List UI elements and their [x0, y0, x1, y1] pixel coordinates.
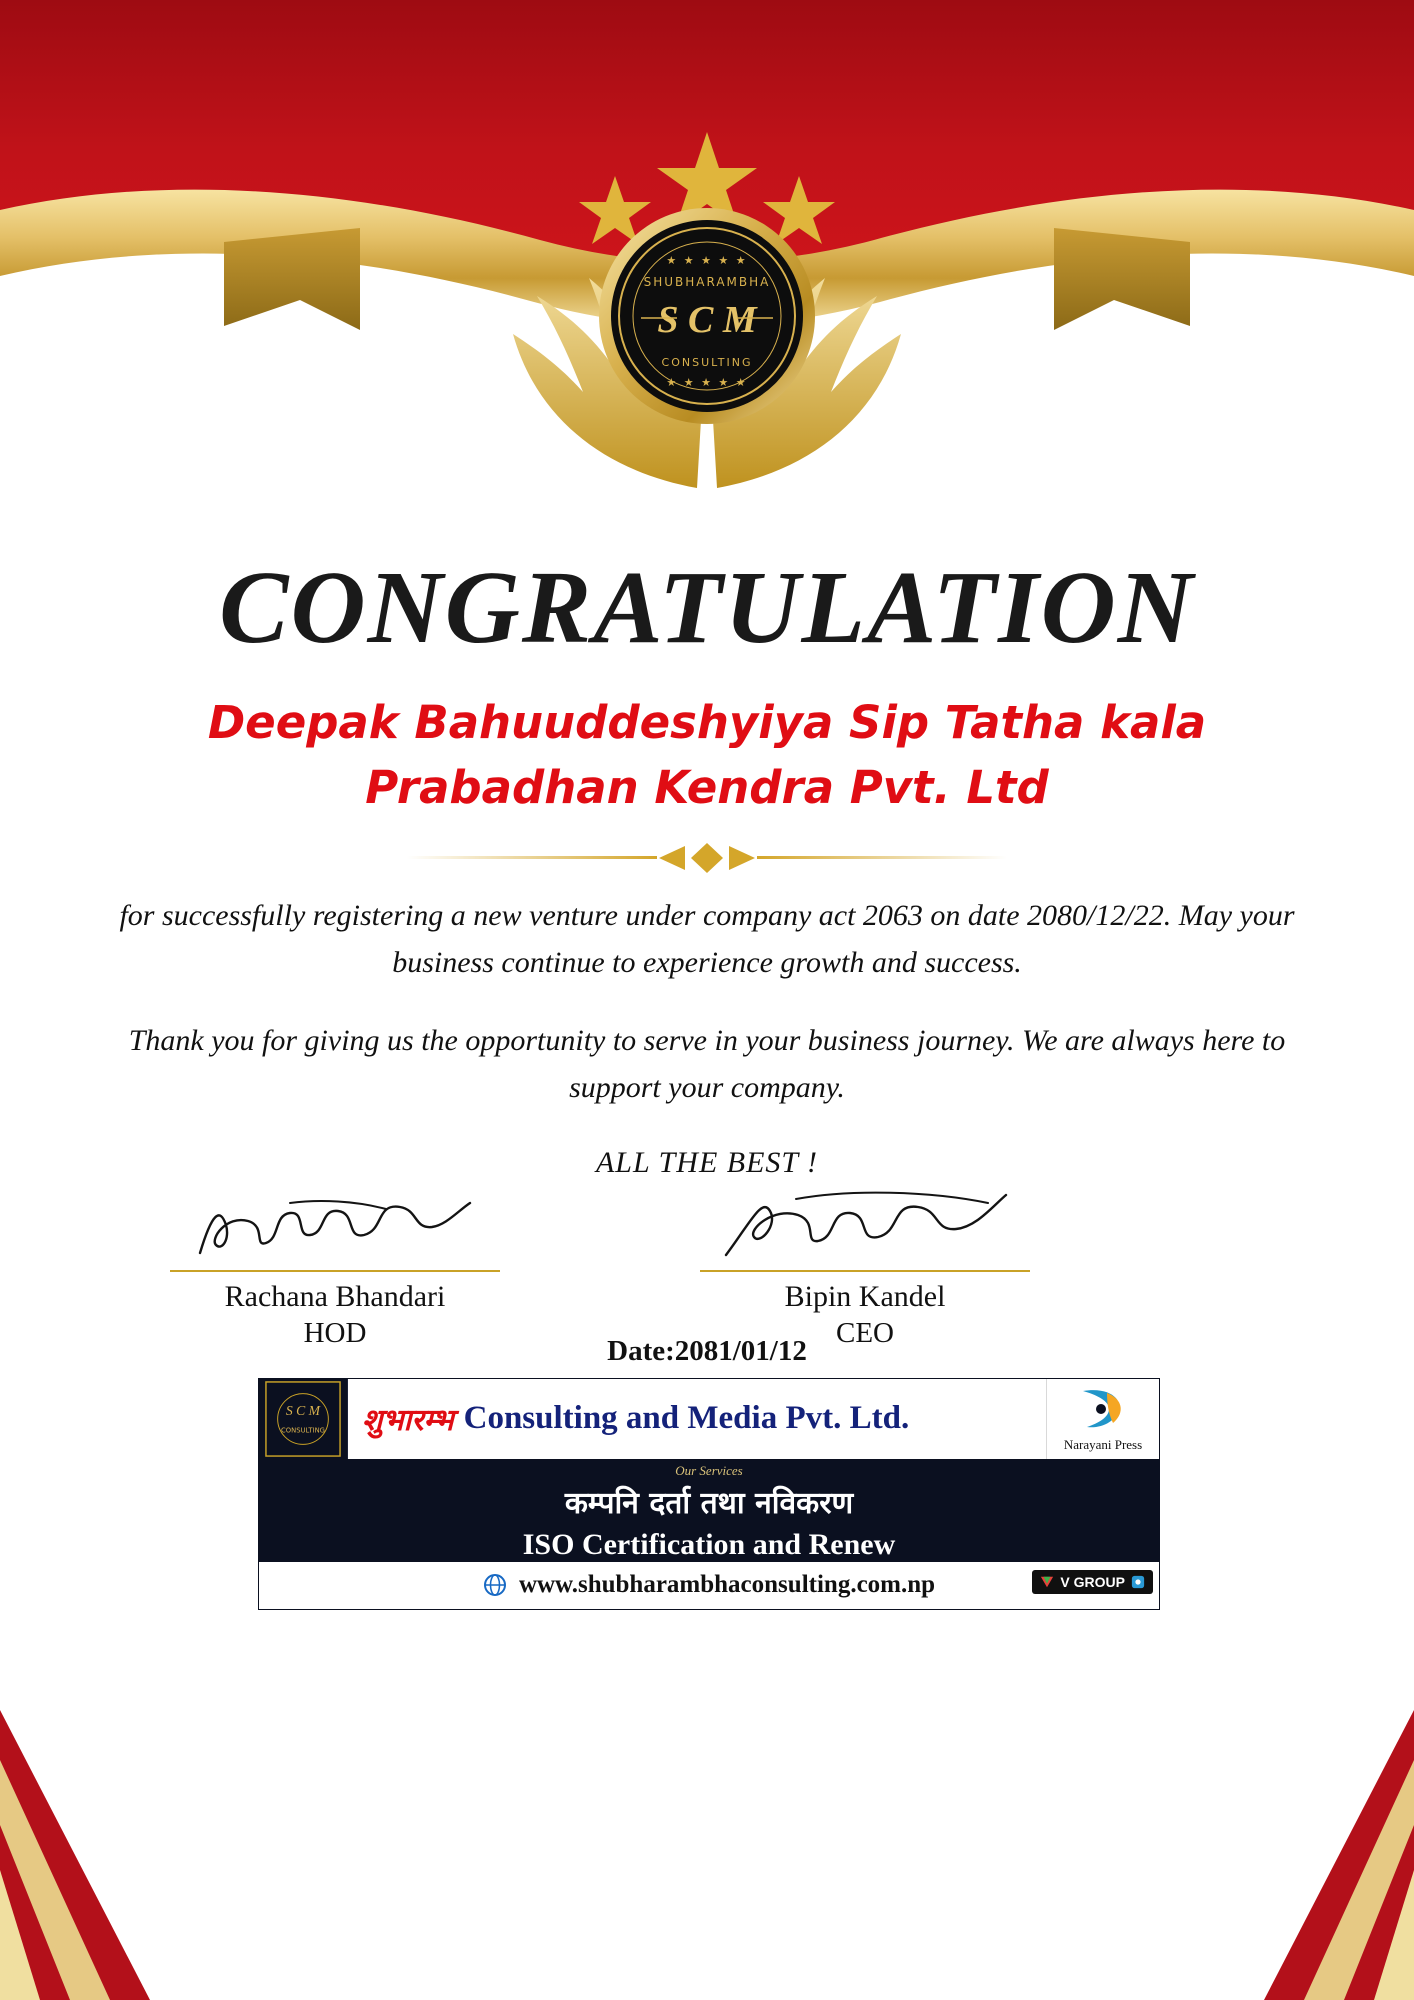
svg-text:SHUBHARAMBHA: SHUBHARAMBHA — [643, 275, 771, 289]
svg-text:S C M: S C M — [285, 1403, 321, 1419]
services-label: Our Services — [675, 1462, 743, 1478]
signature-mark-hod — [170, 1185, 500, 1270]
signature-block-hod — [170, 1185, 500, 1350]
signature-role-ceo: CEO — [836, 1316, 894, 1349]
footer-brand-nepali: शुभारम्भ — [362, 1403, 454, 1439]
signature-role-hod: HOD — [303, 1316, 367, 1349]
footer-top-row — [259, 1379, 1159, 1459]
partner-badge — [1032, 1570, 1153, 1594]
press-label: Narayani Press — [1063, 1436, 1143, 1452]
body-paragraph-1: for successfully registering a new venture under company act 2063 on date 2080/12/22. May your business continue to experience growth and success. — [119, 899, 1295, 979]
service-english: ISO Certification and Renew — [522, 1527, 896, 1561]
closing-text: ALL THE BEST ! — [595, 1146, 819, 1179]
corner-decoration-left — [0, 1570, 300, 2000]
page-title: CONGRATULATION — [219, 550, 1195, 665]
recipient-line-2: Prabadhan Kendra Pvt. Ltd — [365, 761, 1049, 815]
signature-mark-ceo — [700, 1185, 1030, 1270]
footer-brand-english: Consulting and Media Pvt. Ltd. — [463, 1400, 910, 1437]
website-url[interactable]: www.shubharambhaconsulting.com.np — [518, 1571, 936, 1599]
partner-label: V GROUP — [1060, 1573, 1125, 1590]
press-logo-block — [1046, 1379, 1159, 1459]
scm-badge-icon — [264, 1380, 342, 1458]
signature-block-ceo — [700, 1185, 1030, 1350]
narayani-press-icon — [1073, 1385, 1133, 1435]
app-icon — [1131, 1575, 1145, 1589]
corner-decoration-right — [1114, 1570, 1414, 2000]
ornamental-divider — [397, 838, 1017, 878]
footer-banner — [258, 1378, 1160, 1610]
svg-text:S C M: S C M — [657, 299, 757, 341]
signature-name-hod: Rachana Bhandari — [224, 1280, 446, 1313]
globe-icon — [483, 1573, 507, 1597]
emblem-seal — [397, 120, 1017, 540]
body-paragraph-2: Thank you for giving us the opportunity to serve in your business journey. We are always here to support your company. — [128, 1024, 1286, 1104]
vgroup-icon — [1040, 1575, 1054, 1589]
recipient-line-1: Deepak Bahuuddeshyiya Sip Tatha kala — [207, 696, 1207, 749]
issue-date: Date:2081/01/12 — [607, 1335, 807, 1367]
svg-text:★ ★ ★ ★ ★: ★ ★ ★ ★ ★ — [666, 376, 748, 389]
footer-badge — [259, 1379, 348, 1459]
signature-line-ceo — [700, 1270, 1030, 1272]
footer-brand — [348, 1379, 1046, 1459]
svg-text:CONSULTING: CONSULTING — [281, 1426, 325, 1435]
svg-text:★ ★ ★ ★ ★: ★ ★ ★ ★ ★ — [666, 254, 748, 267]
footer-services — [259, 1459, 1159, 1562]
signature-name-ceo: Bipin Kandel — [784, 1280, 946, 1313]
service-nepali: कम्पनि दर्ता तथा नविकरण — [564, 1485, 854, 1521]
signature-line-hod — [170, 1270, 500, 1272]
svg-text:CONSULTING: CONSULTING — [661, 356, 753, 369]
recipient-name — [107, 690, 1307, 821]
footer-bottom-row — [259, 1562, 1159, 1609]
